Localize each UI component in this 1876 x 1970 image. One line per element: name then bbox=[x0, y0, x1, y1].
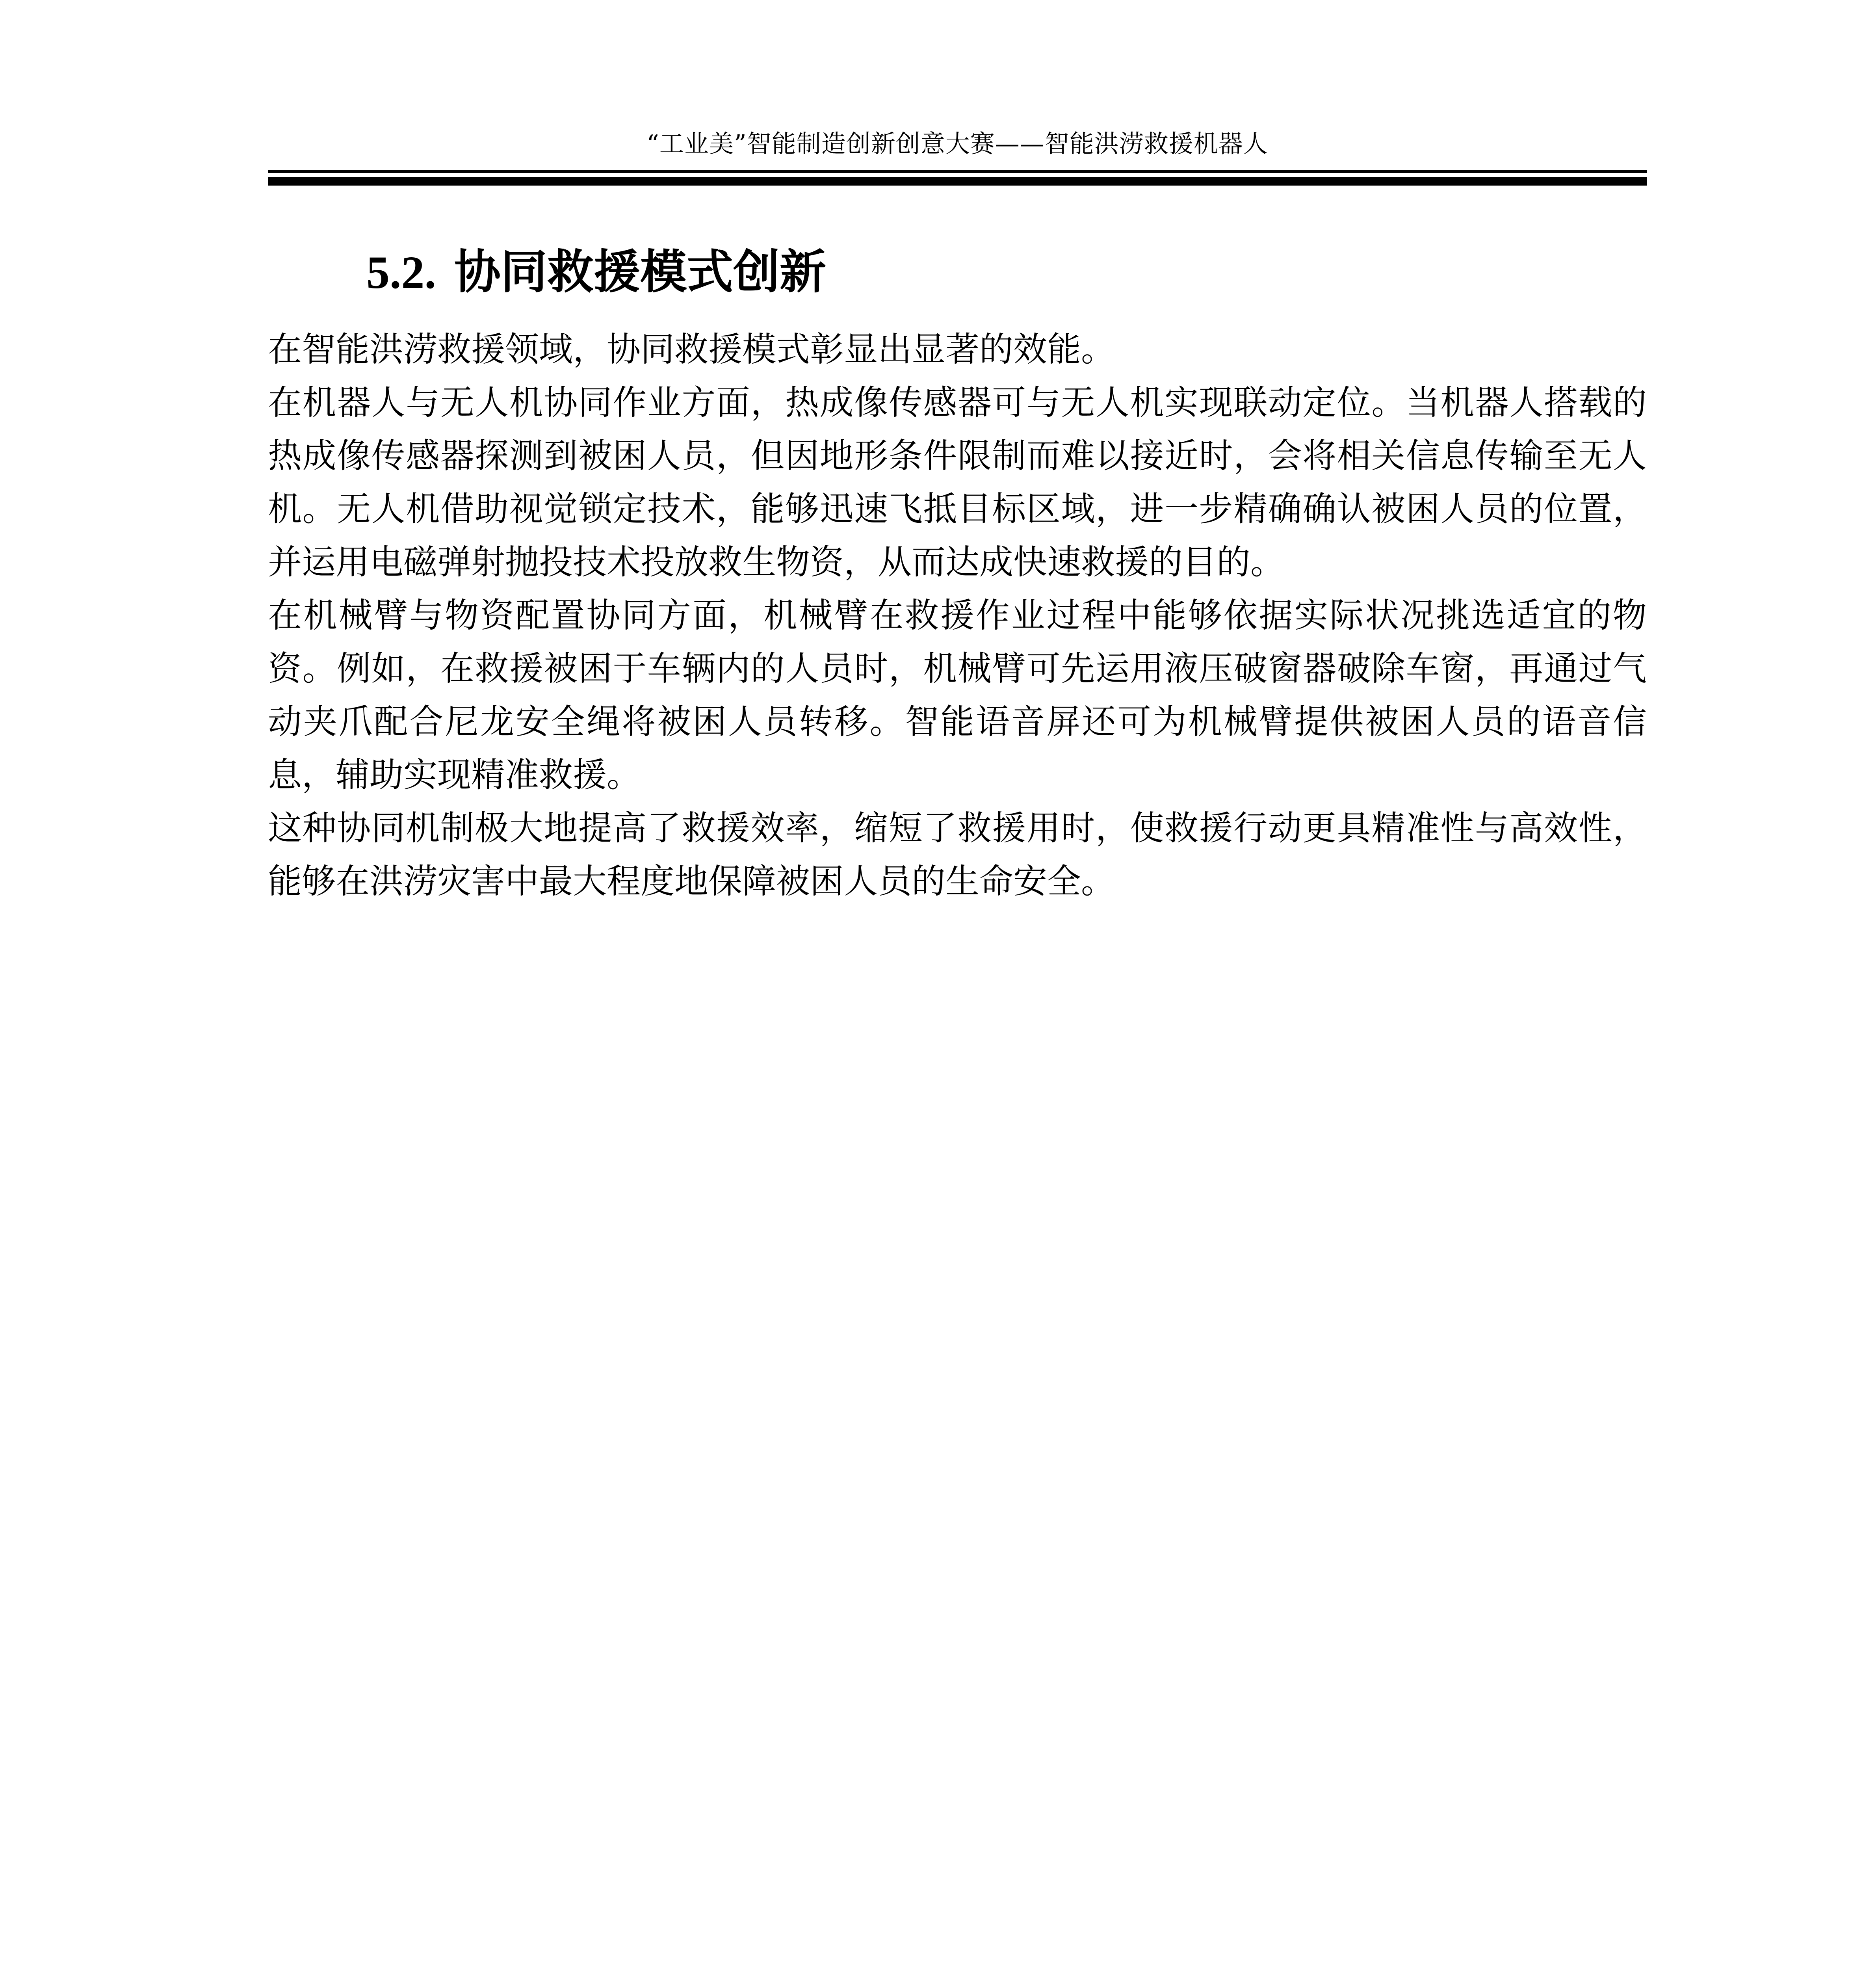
paragraph: 这种协同机制极大地提高了救援效率，缩短了救援用时，使救援行动更具精准性与高效性，能够在洪涝灾害中最大程度地保障被困人员的生命安全。 bbox=[268, 808, 1647, 901]
header-divider-thick bbox=[268, 177, 1647, 186]
paragraph: 在机械臂与物资配置协同方面，机械臂在救援作业过程中能够依据实际状况挑选适宜的物资。例如，在救援被困于车辆内的人员时，机械臂可先运用液压破窗器破除车窗，再通过气动夹爪配合尼龙安全绳将被困人员转移。智能语音屏还可为机械臂提供被困人员的语音信息，辅助实现精准救援。 bbox=[268, 596, 1647, 795]
section-number: 5.2. bbox=[366, 247, 436, 298]
page-header-title: “工业美”智能制造创新创意大赛——智能洪涝救援机器人 bbox=[646, 129, 1268, 158]
header-divider-thin bbox=[268, 170, 1647, 173]
section-title: 协同救援模式创新 bbox=[454, 245, 827, 299]
section-heading bbox=[366, 236, 826, 308]
body-text bbox=[268, 323, 1647, 908]
paragraph: 在机器人与无人机协同作业方面，热成像传感器可与无人机实现联动定位。当机器人搭载的热成像传感器探测到被困人员，但因地形条件限制而难以接近时，会将相关信息传输至无人机。无人机借助视觉锁定技术，能够迅速飞抵目标区域，进一步精确确认被困人员的位置，并运用电磁弹射抛投技术投放救生物资，从而达成快速救援的目的。 bbox=[268, 383, 1647, 582]
paragraph: 在智能洪涝救援领域，协同救援模式彰显出显著的效能。 bbox=[268, 330, 1115, 369]
